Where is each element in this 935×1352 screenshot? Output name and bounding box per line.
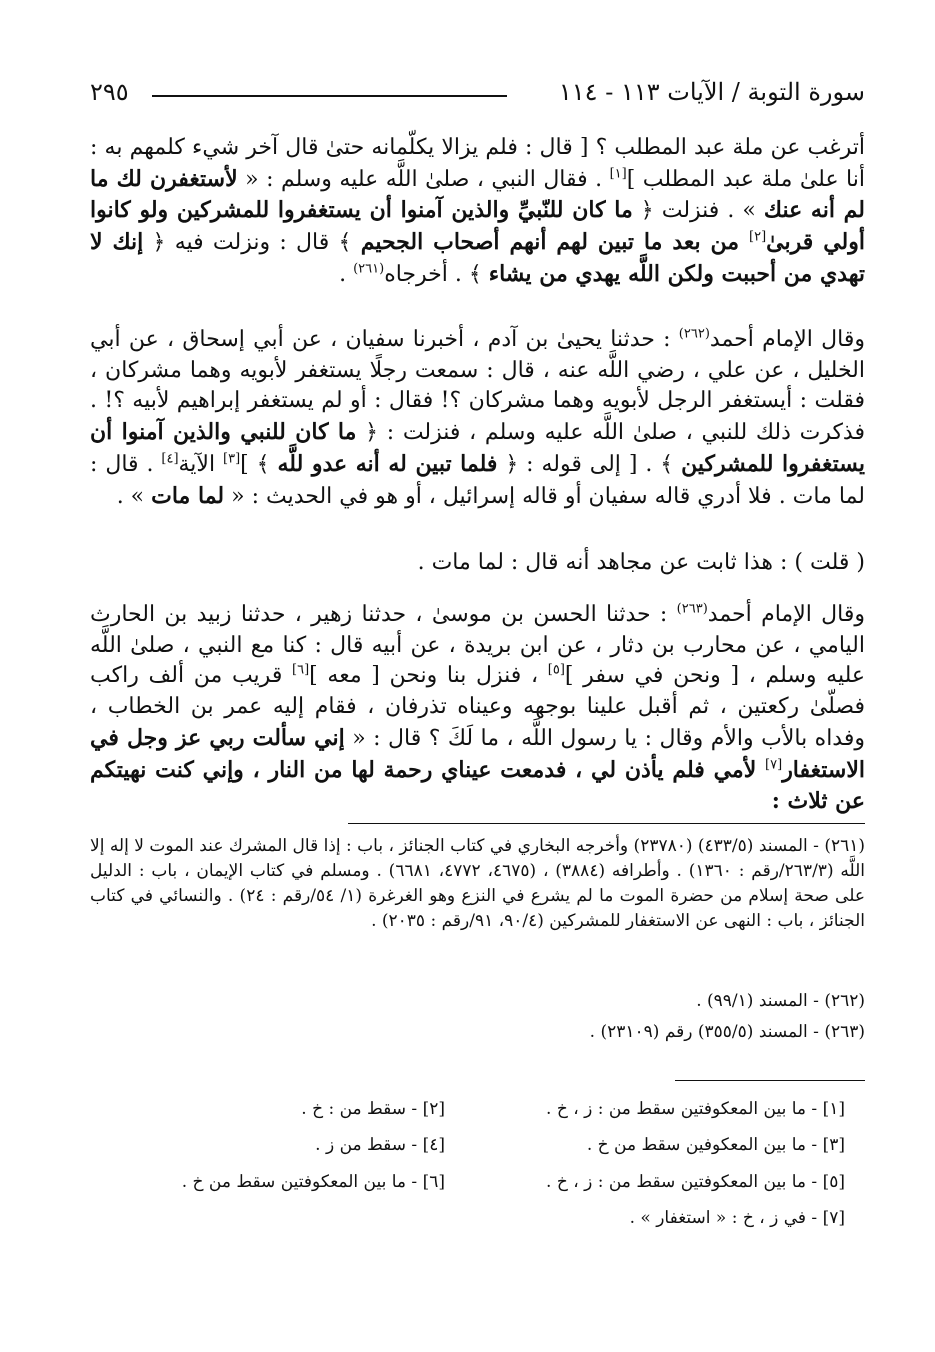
variant-ref: [٣] [223, 451, 241, 467]
hadith-quote: لما مات [151, 482, 225, 509]
page-number: ٢٩٥ [90, 78, 129, 106]
footnote-261: (٢٦١) - المسند (٤٣٣/٥) (٢٣٧٨٠) وأخرجه البخاري في كتاب الجنائز ، باب : إذا قال المشرك عند الموت لا إله إلا اللَّه (٢٦٣/٣/رقم : ١٣٦٠) . وأطرافه (٣٨٨٤) ، (٤٦٧٥، ٤٧٧٢، ٦٦٨١) . ومسلم في كتاب الإيمان ، باب : الدليل على صحة إسلام من حضرة الموت ما لم يشرع في النزع وهو الغرغرة (١/ ٥٤/رقم : ٢٤) . والنسائي في كتاب الجنائز ، باب : النهى عن الاستغفار للمشركين (٩٠/٤، ٩١/رقم : ٢٠٣٥) . [90, 836, 866, 931]
variant-ref: [٥] [547, 663, 565, 679]
footnote-262: (٢٦٢) - المسند (٩٩/١) . [696, 991, 865, 1011]
footnote-263: (٢٦٣) - المسند (٣٥٥/٥) رقم (٢٣١٠٩) . [589, 1022, 865, 1042]
quran-verse: فلما تبين له أنه عدو للَّه [277, 450, 498, 477]
variants-divider [675, 1080, 865, 1081]
variant-note-7: [٧] - في ز ، خ : « استغفار » . [629, 1208, 845, 1228]
variant-note-2: [٢] - سقط من : خ . [301, 1099, 445, 1119]
variant-note-5: [٥] - ما بين المعكوفتين سقط من : ز ، خ . [546, 1172, 845, 1192]
variant-note-4: [٤] - سقط من ز . [315, 1135, 445, 1155]
page-header [90, 78, 865, 114]
footnote-ref: (٢٦٢) [678, 326, 710, 342]
hadith-quote: لأستغفرن لك ما لم أنه عنك [90, 165, 866, 224]
paragraph-1: أترغب عن ملة عبد المطلب ؟ [ قال : فلم يزالا يكلّمانه حتىٰ قال آخر شيء كلمهم به : أنا علىٰ ملة عبد المطلب ][١] . فقال النبي ، صلىٰ اللَّه عليه وسلم : « لأستغفرن لك ما لم أنه عنك » . فنزلت ﴿ ما كان للنّبيِّ والذين آمنوا أن يستغفروا للمشركين ولو كانوا أولي قربىٰ[٢] من بعد ما تبين لهم أنهم أصحاب الجحيم ﴾ قال : ونزلت فيه ﴿ إنك لا تهدي من أحببت ولكن اللَّه يهدي من يشاء ﴾ . أخرجاه$^{(٢٦١)}$ . [90, 135, 866, 287]
hadith-quote: لأمي فلم يأذن لي ، فدمعت عيناي رحمة لها من النار ، وإني كنت نهيتكم عن ثلاث : [90, 756, 865, 815]
footnote-ref: (٢٦١) [353, 261, 385, 277]
variant-note-3: [٣] - ما بين المعكوفين سقط من خ . [586, 1135, 845, 1155]
footnote-ref: (٢٦٣) [676, 601, 708, 617]
paragraph-2: وقال الإمام أحمد$^{(٢٦٢)}$ : حدثنا يحيىٰ بن آدم ، أخبرنا سفيان ، عن أبي إسحاق ، عن أبي الخليل ، عن علي ، رضي اللَّه عنه ، قال : سمعت رجلًا يستغفر لأبويه وهما مشركان ، فقلت : أيستغفر الرجل لأبويه وهما مشركان ؟! فقال : أو لم يستغفر إبراهيم لأبيه ؟! . فذكرت ذلك للنبي ، صلىٰ اللَّه عليه وسلم ، فنزلت : ﴿ ما كان للنبي والذين آمنوا أن يستغفروا للمشركين ﴾ . [ إلى قوله : ﴿ فلما تبين له أنه عدو للَّه ﴾ ][٣] الآية[٤] . قال : لما مات . فلا أدري قاله سفيان أو قاله إسرائيل ، أو هو في الحديث : « لما مات » . [90, 326, 865, 509]
variant-ref: [١] [609, 166, 627, 182]
quran-verse: ما كان للنبي والذين آمنوا أن يستغفروا للمشركين [90, 419, 865, 477]
variant-ref: [٤] [161, 451, 179, 467]
paragraph-4: وقال الإمام أحمد$^{(٢٦٣)}$ : حدثنا الحسن بن موسىٰ ، حدثنا زهير ، حدثنا زبيد بن الحارث اليامي ، عن محارب بن دثار ، عن ابن بريدة ، عن أبيه قال : كنا مع النبي ، صلىٰ اللَّه عليه وسلم ، [ ونحن في سفر ][٥] ، فنزل بنا ونحن [ معه ][٦] قريب من ألف راكب فصلّىٰ ركعتين ، ثم أقبل علينا بوجهه وعيناه تذرفان ، فقام إليه عمر بن الخطاب ، وفداه بالأب والأم وقال : يا رسول اللَّه ، ما لَكَ ؟ قال : « إني سألت ربي عز وجل في الاستغفار[٧] لأمي فلم يأذن لي ، فدمعت عيناي رحمة لها من النار ، وإني كنت نهيتكم عن ثلاث : [90, 601, 865, 815]
quran-verse: ما كان للنّبيِّ والذين آمنوا أن يستغفروا للمشركين ولو كانوا أولي قربىٰ [90, 197, 865, 256]
variant-ref: [٦] [292, 663, 310, 679]
variant-note-6: [٦] - ما بين المعكوفتين سقط من خ . [181, 1172, 445, 1192]
quran-verse: من بعد ما تبين لهم أنهم أصحاب الجحيم [360, 229, 750, 256]
hadith-quote: إني سألت ربي عز وجل في الاستغفار [90, 724, 865, 783]
variant-note-1: [١] - ما بين المعكوفتين سقط من : ز ، خ . [546, 1099, 845, 1119]
variant-ref: [٧] [765, 757, 783, 773]
footnote-divider [348, 823, 865, 824]
paragraph-3: ( قلت ) : هذا ثابت عن مجاهد أنه قال : لما مات . [417, 550, 865, 575]
quran-verse: إنك لا تهدي من أحببت ولكن اللَّه يهدي من يشاء [90, 229, 865, 287]
variant-ref: [٢] [749, 229, 767, 245]
running-title: سورة التوبة / الآيات ١١٣ - ١١٤ [558, 78, 865, 106]
header-rule [152, 95, 507, 97]
